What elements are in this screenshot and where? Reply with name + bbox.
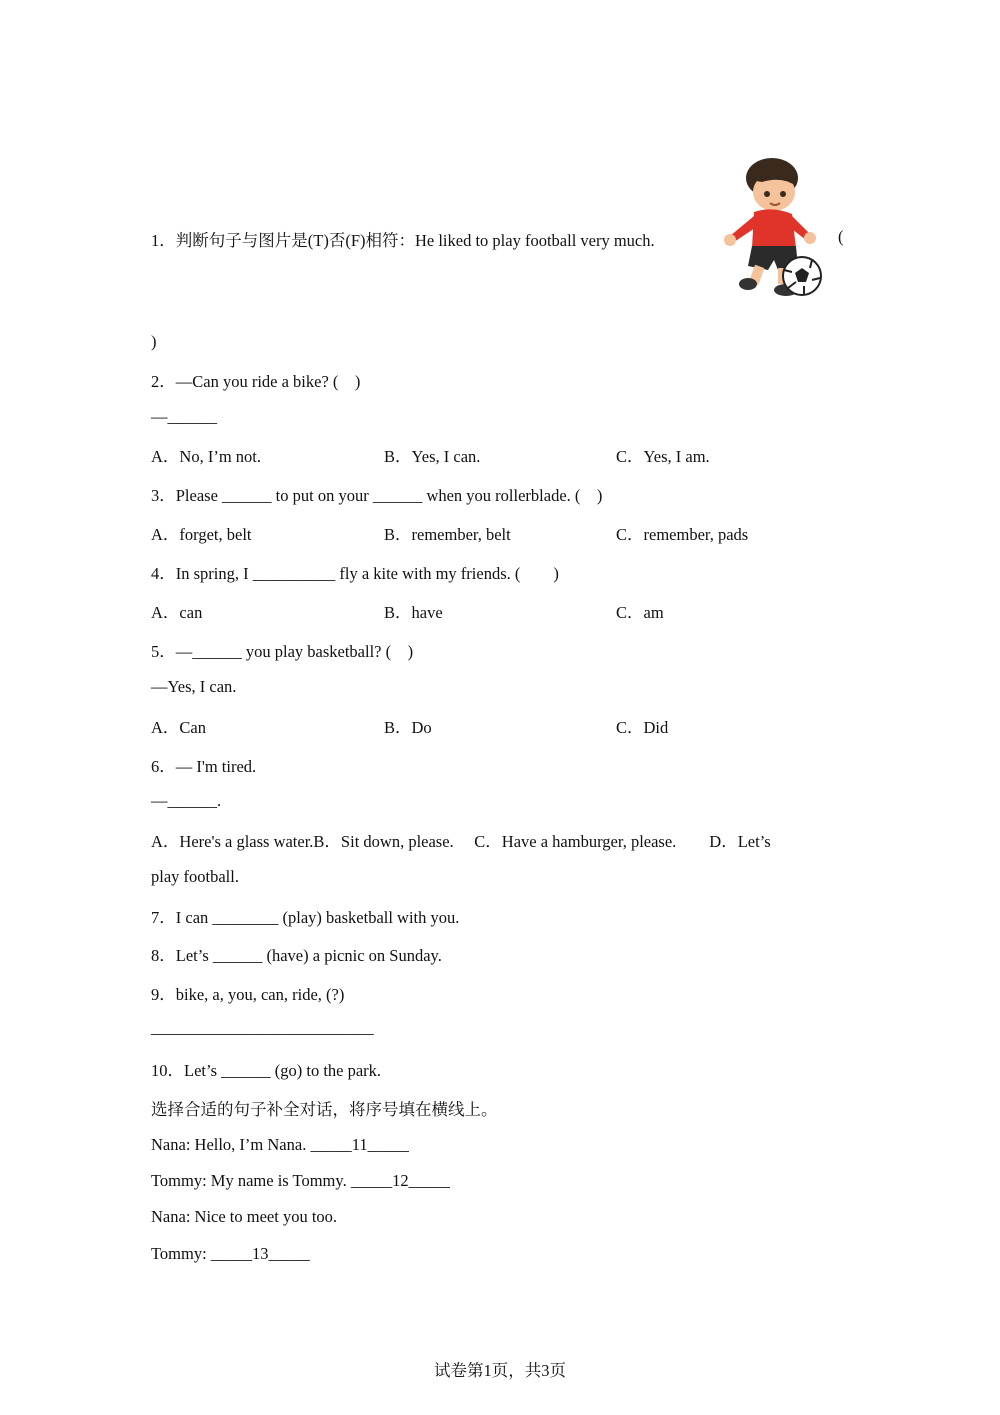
question-5-option-b: B．Do xyxy=(384,718,432,737)
question-4-option-b: B．have xyxy=(384,603,443,622)
question-10-text: 10．Let’s ______ (go) to the park. xyxy=(151,1061,382,1080)
page-footer: 试卷第1页，共3页 xyxy=(434,1361,566,1380)
question-5-text: 5．—______ you play basketball? ( ) xyxy=(151,642,414,661)
question-6-text: 6．— I'm tired. xyxy=(151,757,257,776)
question-6-options-continued: play football. xyxy=(151,867,239,886)
question-3-option-a: A．forget, belt xyxy=(151,525,252,544)
dialogue-instruction: 选择合适的句子补全对话，将序号填在横线上。 xyxy=(151,1100,498,1119)
question-6-blank: —______. xyxy=(151,791,222,810)
question-3-option-b: B．remember, belt xyxy=(384,525,511,544)
dialogue-line-1: Nana: Hello, I’m Nana. _____11_____ xyxy=(151,1135,409,1154)
dialogue-line-2: Tommy: My name is Tommy. _____12_____ xyxy=(151,1171,450,1190)
question-9-answer-line: ___________________________ xyxy=(151,1018,374,1037)
question-3-option-c: C．remember, pads xyxy=(616,525,749,544)
question-2-text: 2．—Can you ride a bike? ( ) xyxy=(151,372,361,391)
question-7-text: 7．I can ________ (play) basketball with you. xyxy=(151,908,460,927)
question-6-options: A．Here's a glass water.B．Sit down, please. C．Have a hamburger, please. D．Let’s xyxy=(151,832,771,851)
question-1-text: 1．判断句子与图片是(T)否(F)相符：He liked to play football very much. xyxy=(151,231,655,250)
question-4-option-a: A．can xyxy=(151,603,203,622)
question-8-text: 8．Let’s ______ (have) a picnic on Sunday. xyxy=(151,946,442,965)
dialogue-line-3: Nana: Nice to meet you too. xyxy=(151,1207,338,1226)
dialogue-line-4: Tommy: _____13_____ xyxy=(151,1244,310,1263)
question-2-option-b: B．Yes, I can. xyxy=(384,447,481,466)
question-5-option-a: A．Can xyxy=(151,718,206,737)
boy-kicking-football-image xyxy=(712,156,827,304)
question-1-paren-close: ) xyxy=(151,332,157,351)
question-1-paren-open: ( xyxy=(838,227,844,246)
question-2-option-c: C．Yes, I am. xyxy=(616,447,710,466)
question-2-blank: —______ xyxy=(151,407,217,426)
question-4-option-c: C．am xyxy=(616,603,664,622)
question-5-answer: —Yes, I can. xyxy=(151,677,237,696)
question-3-text: 3．Please ______ to put on your ______ when you rollerblade. ( ) xyxy=(151,486,603,505)
question-5-option-c: C．Did xyxy=(616,718,669,737)
question-2-option-a: A．No, I’m not. xyxy=(151,447,261,466)
question-9-text: 9．bike, a, you, can, ride, (?) xyxy=(151,985,345,1004)
question-4-text: 4．In spring, I __________ fly a kite with my friends. ( ) xyxy=(151,564,559,583)
